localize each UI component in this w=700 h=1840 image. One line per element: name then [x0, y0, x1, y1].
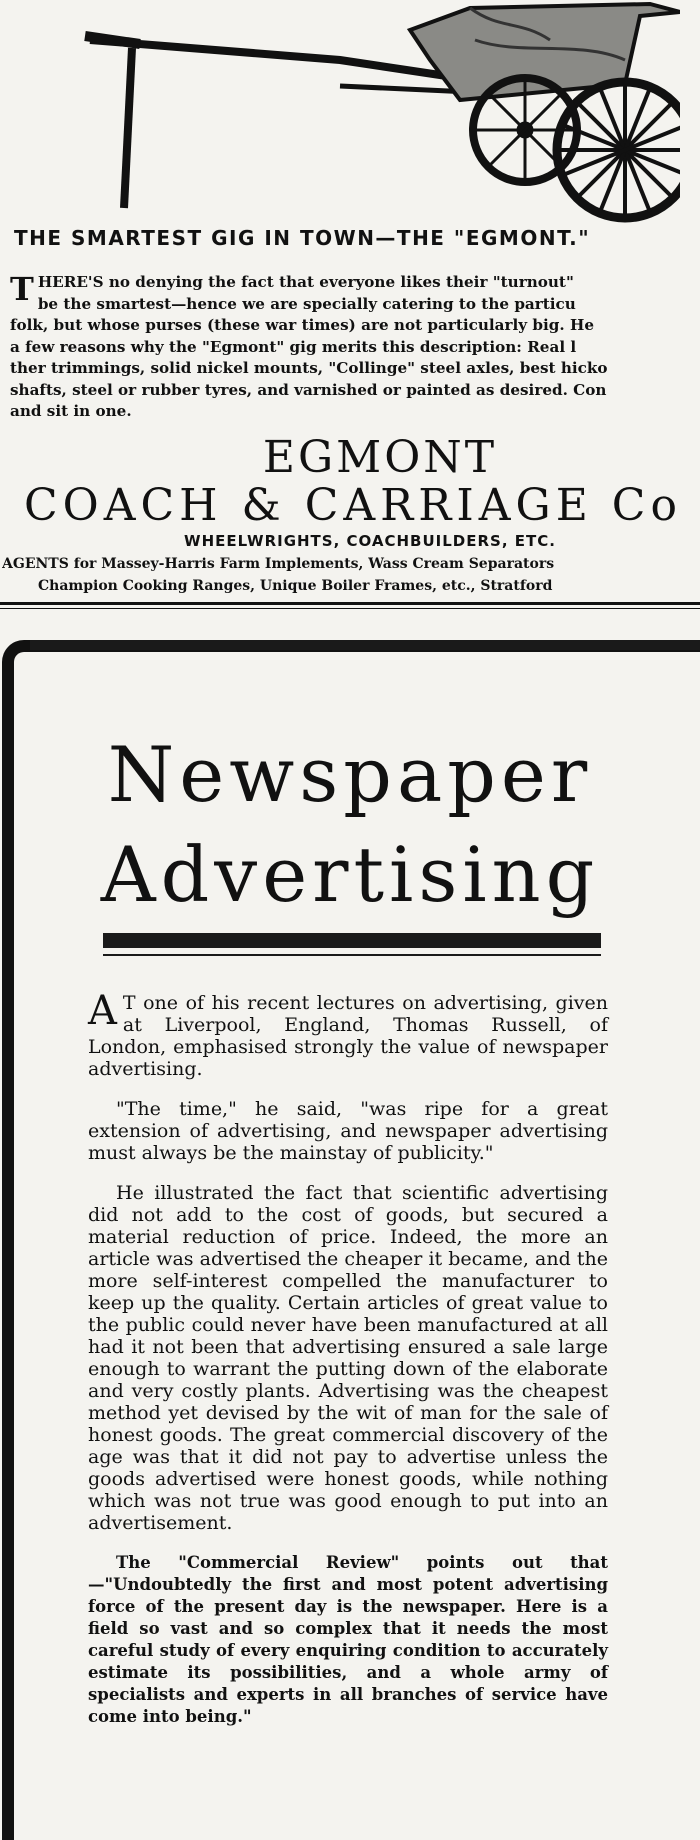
- gig-headline: THE SMARTEST GIG IN TOWN—THE "EGMONT.": [14, 226, 591, 250]
- frame-top-bar: [30, 640, 700, 650]
- company-trade: WHEELWRIGHTS, COACHBUILDERS, ETC.: [184, 532, 556, 550]
- gig-illustration: [80, 0, 680, 225]
- gig-dropcap: T: [10, 272, 34, 308]
- gig-body-line: HERE'S no denying the fact that everyone likes their "turnout": [37, 273, 574, 291]
- article-paragraph: The "Commercial Review" points out that—"Undoubtedly the first and most potent advertising force of the present day is the newspaper. Here is a field so vast and so complex that it needs the most careful study of every enquiring condition to accurately estimate its possibilities, and a whole army of specialists and experts in all branches of service have come into being.": [88, 1553, 608, 1726]
- article-body: [88, 988, 608, 1746]
- company-name: EGMONT: [262, 432, 498, 483]
- paragraph-text: T one of his recent lectures on advertising, given at Liverpool, England, Thomas Russell, of London, emphasised strongly the value of newspaper advertising.: [88, 992, 608, 1080]
- article-dropcap: A: [88, 988, 117, 1034]
- agents-line-2: Champion Cooking Ranges, Unique Boiler Frames, etc., Stratford: [38, 578, 553, 594]
- gig-body-line: ther trimmings, solid nickel mounts, "Collinge" steel axles, best hicko: [10, 359, 608, 377]
- article-paragraph: "The time," he said, "was ripe for a great extension of advertising, and newspaper advertising must always be the mainstay of publicity.": [88, 1098, 608, 1164]
- title-underline-rule: [103, 954, 601, 956]
- gig-body-line: folk, but whose purses (these war times) are not particularly big. He: [10, 316, 594, 334]
- agents-line: AGENTS for Massey-Harris Farm Implements, Wass Cream Separators: [2, 556, 555, 572]
- title-underline-bar: [103, 933, 601, 948]
- article-paragraph: [88, 988, 608, 1080]
- gig-body-line: shafts, steel or rubber tyres, and varnished or painted as desired. Con: [10, 380, 607, 399]
- company-name-line2: COACH & CARRIAGE Co: [24, 480, 682, 531]
- article-paragraph: He illustrated the fact that scientific advertising did not add to the cost of goods, but secured a material reduction of price. Indeed, the more an article was advertised the cheaper it became, and the more self-interest compelled the manufacturer to keep up the quality. Certain articles of great value to the public could never have been manufactured at all had it not been that advertising ensured a sale large enough to warrant the putting down of the elaborate and very costly plants. Advertising was the cheapest method yet devised by the wit of man for the sale of honest goods. The great commercial discovery of the age was that it did not pay to advertise unless the goods advertised were honest goods, while nothing which was not true was good enough to put into an advertisement.: [88, 1182, 608, 1534]
- section-divider: [0, 602, 700, 609]
- gig-body-line: a few reasons why the "Egmont" gig merits this description: Real l: [10, 337, 577, 356]
- gig-body-line: and sit in one.: [10, 402, 132, 420]
- article-title-line2: Advertising: [100, 830, 600, 919]
- gig-ad-body: [10, 272, 700, 423]
- article-title-line1: Newspaper: [107, 730, 593, 819]
- gig-body-line: be the smartest—hence we are specially catering to the particu: [37, 294, 576, 313]
